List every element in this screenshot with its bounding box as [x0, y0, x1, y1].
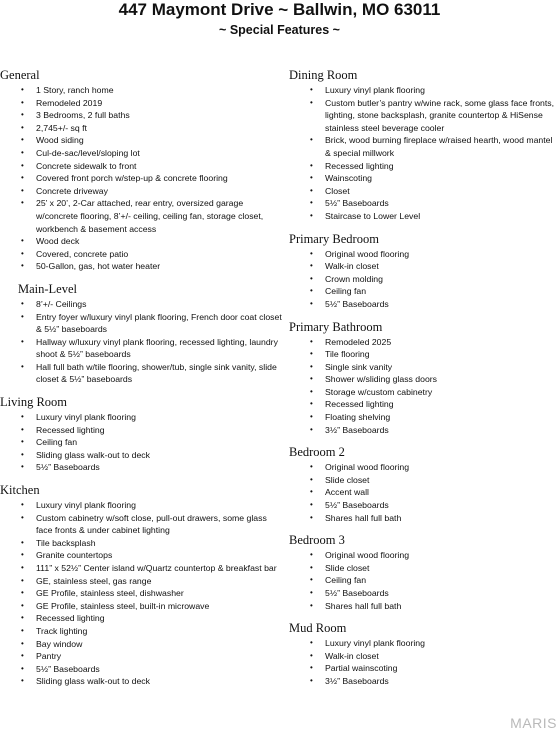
feature-item: • Storage w/custom cabinetry: [325, 386, 557, 399]
feature-item: • Luxury vinyl plank flooring: [36, 499, 282, 512]
feature-item: • 2,745+/- sq ft: [36, 122, 282, 135]
feature-item: • Shares hall full bath: [325, 512, 557, 525]
feature-item: • Slide closet: [325, 562, 557, 575]
feature-list: [0, 499, 282, 688]
feature-item: • Bay window: [36, 638, 282, 651]
feature-list: [289, 336, 557, 437]
feature-item: • Granite countertops: [36, 549, 282, 562]
section-main-level: [18, 282, 282, 386]
feature-item: • Luxury vinyl plank flooring: [325, 637, 557, 650]
feature-item: • Pantry: [36, 650, 282, 663]
section-kitchen: [0, 483, 282, 688]
feature-item: • Original wood flooring: [325, 461, 557, 474]
feature-list: [289, 84, 557, 223]
feature-item: • Hall full bath w/tile flooring, shower/tub, single sink vanity, slide closet & 5½” baseboards: [36, 361, 282, 386]
section-bedroom-2: [289, 445, 557, 524]
section-title: Living Room: [0, 395, 68, 410]
feature-list: [289, 461, 557, 524]
feature-list: [289, 637, 557, 687]
section-title: General: [0, 68, 40, 82]
feature-item: • Sliding glass walk-out to deck: [36, 449, 282, 462]
feature-item: • Remodeled 2019: [36, 97, 282, 110]
feature-item: • Recessed lighting: [36, 424, 282, 437]
left-column: [0, 68, 282, 697]
feature-item: • Cul-de-sac/level/sloping lot: [36, 147, 282, 160]
feature-item: • Wood deck: [36, 235, 282, 248]
section-primary-bedroom: [289, 232, 557, 311]
section-title: Bedroom 3: [289, 533, 345, 548]
feature-item: • Ceiling fan: [325, 285, 557, 298]
feature-list: [0, 411, 282, 474]
feature-item: • Luxury vinyl plank flooring: [325, 84, 557, 97]
feature-item: • Ceiling fan: [325, 574, 557, 587]
feature-item: • Walk-in closet: [325, 650, 557, 663]
feature-item: • Recessed lighting: [36, 612, 282, 625]
section-title: Dining Room: [289, 68, 358, 82]
feature-item: • Track lighting: [36, 625, 282, 638]
feature-item: • Covered, concrete patio: [36, 248, 282, 261]
feature-item: • Custom cabinetry w/soft close, pull-out drawers, some glass face fronts & under cabinet lighting: [36, 512, 282, 537]
feature-item: • GE Profile, stainless steel, built-in microwave: [36, 600, 282, 613]
feature-item: • 3 Bedrooms, 2 full baths: [36, 109, 282, 122]
feature-item: • Concrete sidewalk to front: [36, 160, 282, 173]
feature-item: • 5½” Baseboards: [325, 197, 557, 210]
section-primary-bathroom: [289, 320, 557, 437]
feature-item: • Original wood flooring: [325, 248, 557, 261]
feature-list: [289, 549, 557, 612]
feature-item: • Custom butler’s pantry w/wine rack, some glass face fronts, lighting, stone backsplash, granite countertop & HiSense stainless steel beverage cooler: [325, 97, 557, 135]
feature-item: • 8’+/- Ceilings: [36, 298, 282, 311]
feature-item: • Sliding glass walk-out to deck: [36, 675, 282, 688]
feature-item: • 5½” Baseboards: [325, 499, 557, 512]
feature-item: • Wainscoting: [325, 172, 557, 185]
feature-item: • Concrete driveway: [36, 185, 282, 198]
section-mud-room: [289, 621, 557, 687]
feature-item: • Closet: [325, 185, 557, 198]
feature-item: • Crown molding: [325, 273, 557, 286]
section-title: Mud Room: [289, 621, 347, 636]
feature-item: • Covered front porch w/step-up & concrete flooring: [36, 172, 282, 185]
section-dining-room: [289, 68, 557, 223]
feature-item: • Shower w/sliding glass doors: [325, 373, 557, 386]
feature-item: • 5½” Baseboards: [325, 298, 557, 311]
feature-item: • Slide closet: [325, 474, 557, 487]
feature-item: • Remodeled 2025: [325, 336, 557, 349]
feature-item: • Tile flooring: [325, 348, 557, 361]
feature-item: • Accent wall: [325, 486, 557, 499]
section-bedroom-3: [289, 533, 557, 612]
feature-item: • 25’ x 20’, 2-Car attached, rear entry, oversized garage w/concrete flooring, 8’+/- ceiling, ceiling fan, storage closet, workbench & basement access: [36, 197, 282, 235]
feature-item: • 111” x 52½” Center island w/Quartz countertop & breakfast bar: [36, 562, 282, 575]
feature-item: • GE Profile, stainless steel, dishwasher: [36, 587, 282, 600]
section-general: [0, 68, 282, 273]
feature-item: • Walk-in closet: [325, 260, 557, 273]
feature-item: • Original wood flooring: [325, 549, 557, 562]
feature-item: • Wood siding: [36, 134, 282, 147]
feature-item: • 50-Gallon, gas, hot water heater: [36, 260, 282, 273]
section-title: Bedroom 2: [289, 445, 345, 460]
feature-item: • Single sink vanity: [325, 361, 557, 374]
page-title: 447 Maymont Drive ~ Ballwin, MO 63011: [118, 0, 441, 19]
feature-item: • Tile backsplash: [36, 537, 282, 550]
feature-list: [18, 298, 282, 386]
watermark-logo: MARIS: [510, 715, 557, 731]
feature-item: • Recessed lighting: [325, 398, 557, 411]
section-title: Primary Bathroom: [289, 319, 383, 334]
feature-item: • 5½” Baseboards: [36, 461, 282, 474]
section-title: Main-Level: [18, 281, 78, 296]
feature-item: • Brick, wood burning fireplace w/raised hearth, wood mantel & special millwork: [325, 134, 557, 159]
feature-item: • 3½” Baseboards: [325, 424, 557, 437]
feature-item: • Hallway w/luxury vinyl plank flooring, recessed lighting, laundry shoot & 5½” baseboards: [36, 336, 282, 361]
feature-item: • Staircase to Lower Level: [325, 210, 557, 223]
feature-list: [0, 84, 282, 273]
section-living-room: [0, 395, 282, 474]
feature-item: • 5½” Baseboards: [36, 663, 282, 676]
feature-item: • 3½” Baseboards: [325, 675, 557, 688]
right-column: [289, 68, 557, 697]
section-title: Kitchen: [0, 483, 40, 498]
feature-item: • Luxury vinyl plank flooring: [36, 411, 282, 424]
page-subtitle: ~ Special Features ~: [219, 23, 340, 37]
feature-item: • Ceiling fan: [36, 436, 282, 449]
feature-item: • 5½” Baseboards: [325, 587, 557, 600]
feature-item: • GE, stainless steel, gas range: [36, 575, 282, 588]
feature-list: [289, 248, 557, 311]
feature-item: • Floating shelving: [325, 411, 557, 424]
section-title: Primary Bedroom: [289, 231, 379, 246]
feature-item: • Partial wainscoting: [325, 662, 557, 675]
feature-item: • Recessed lighting: [325, 160, 557, 173]
feature-item: • Shares hall full bath: [325, 600, 557, 613]
feature-item: • Entry foyer w/luxury vinyl plank flooring, French door coat closet & 5½” baseboards: [36, 311, 282, 336]
feature-item: • 1 Story, ranch home: [36, 84, 282, 97]
